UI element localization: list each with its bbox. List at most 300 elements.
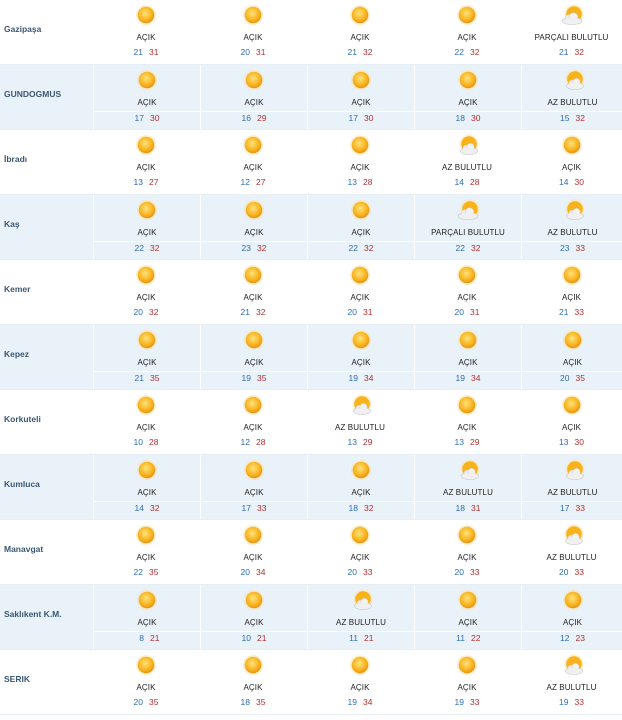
condition-label: AÇIK [243, 163, 263, 172]
forecast-day-cell [521, 455, 622, 519]
min-temp: 22 [348, 243, 358, 253]
min-temp: 14 [134, 503, 144, 513]
condition-label: AÇIK [137, 228, 157, 237]
condition-label: PARÇALI BULUTLU [431, 228, 505, 237]
max-temp: 33 [574, 567, 584, 577]
city-name[interactable]: Kaş [4, 219, 20, 229]
forecast-row [0, 520, 622, 585]
temperature-range [415, 501, 521, 519]
max-temp: 29 [257, 113, 267, 123]
city-name[interactable]: Gazipaşa [4, 24, 42, 34]
forecast-row [0, 455, 622, 520]
condition-label: AÇIK [136, 423, 156, 432]
condition-label: AÇIK [458, 618, 478, 627]
min-temp: 20 [133, 697, 143, 707]
temperature-range [93, 436, 199, 453]
temperature-range [521, 176, 622, 193]
forecast-day-cell [521, 390, 622, 454]
max-temp: 33 [470, 697, 480, 707]
temperature-range [522, 371, 622, 389]
temperature-range [415, 241, 521, 259]
max-temp: 33 [575, 243, 585, 253]
forecast-day-cell [414, 325, 521, 389]
max-temp: 31 [149, 47, 159, 57]
min-temp: 21 [134, 373, 144, 383]
max-temp: 21 [150, 633, 160, 643]
max-temp: 32 [363, 47, 373, 57]
forecast-day-cell [521, 650, 622, 714]
max-temp: 28 [256, 437, 266, 447]
min-temp: 8 [139, 633, 144, 643]
sun-icon [562, 589, 584, 611]
max-temp: 30 [471, 113, 481, 123]
min-temp: 13 [454, 437, 464, 447]
condition-label: AÇIK [136, 33, 156, 42]
max-temp: 35 [575, 373, 585, 383]
forecast-day-cell [307, 195, 414, 259]
forecast-day-cell [307, 455, 414, 519]
forecast-row [0, 0, 622, 65]
city-name[interactable]: GUNDOGMUS [4, 89, 62, 99]
sun-icon [350, 459, 372, 481]
max-temp: 23 [575, 633, 585, 643]
condition-label: AZ BULUTLU [336, 618, 386, 627]
forecast-day-cell [414, 195, 521, 259]
condition-label: AÇIK [136, 293, 156, 302]
condition-label: AÇIK [458, 358, 478, 367]
sun-icon [456, 394, 478, 416]
temperature-range [93, 696, 199, 713]
forecast-day-cell [200, 390, 306, 454]
min-temp: 13 [133, 177, 143, 187]
temperature-range [308, 631, 414, 649]
max-temp: 34 [256, 567, 266, 577]
condition-label: AZ BULUTLU [546, 553, 597, 562]
city-name[interactable]: Manavgat [4, 544, 44, 554]
min-temp: 12 [560, 633, 570, 643]
condition-label: AÇIK [351, 98, 371, 107]
sun-icon [243, 459, 265, 481]
city-name[interactable]: İbradı [4, 154, 28, 164]
min-temp: 19 [347, 697, 357, 707]
min-temp: 14 [454, 177, 464, 187]
mostly-sunny-icon [562, 69, 584, 91]
max-temp: 35 [149, 567, 159, 577]
max-temp: 32 [470, 47, 480, 57]
max-temp: 29 [363, 437, 373, 447]
forecast-day-cell [93, 65, 200, 129]
forecast-row [0, 195, 622, 260]
sun-icon [349, 134, 371, 156]
max-temp: 21 [364, 633, 374, 643]
condition-label: AÇIK [136, 163, 156, 172]
min-temp: 22 [134, 243, 144, 253]
forecast-day-cell [521, 65, 622, 129]
min-temp: 21 [559, 307, 569, 317]
condition-label: AÇIK [351, 228, 371, 237]
forecast-day-cell [414, 455, 521, 519]
sun-icon [135, 4, 157, 26]
forecast-day-cell [414, 520, 520, 584]
min-temp: 18 [455, 503, 465, 513]
condition-label: AÇIK [244, 488, 264, 497]
temperature-range [522, 241, 622, 259]
min-temp: 17 [348, 113, 358, 123]
max-temp: 32 [257, 243, 267, 253]
temperature-range [201, 501, 307, 519]
sun-icon [457, 329, 479, 351]
temperature-range [201, 631, 307, 649]
max-temp: 33 [575, 503, 585, 513]
forecast-day-cell [307, 390, 413, 454]
max-temp: 32 [150, 503, 160, 513]
forecast-day-cell [93, 130, 199, 194]
max-temp: 34 [363, 697, 373, 707]
max-temp: 30 [364, 113, 374, 123]
temperature-range [414, 696, 520, 713]
condition-label: PARÇALI BULUTLU [534, 33, 609, 42]
min-temp: 20 [240, 567, 250, 577]
temperature-range [200, 306, 306, 323]
min-temp: 13 [347, 177, 357, 187]
temperature-range [307, 306, 413, 323]
sun-icon [136, 329, 158, 351]
condition-label: AZ BULUTLU [547, 228, 598, 237]
min-temp: 21 [133, 47, 143, 57]
max-temp: 30 [150, 113, 160, 123]
min-temp: 23 [241, 243, 251, 253]
max-temp: 34 [471, 373, 481, 383]
temperature-range [201, 241, 307, 259]
max-temp: 33 [574, 307, 584, 317]
forecast-day-cell [414, 0, 520, 64]
min-temp: 13 [347, 437, 357, 447]
min-temp: 12 [240, 177, 250, 187]
city-name[interactable]: Kemer [4, 284, 31, 294]
max-temp: 28 [363, 177, 373, 187]
min-temp: 20 [454, 567, 464, 577]
forecast-day-cell [307, 130, 413, 194]
min-temp: 18 [240, 697, 250, 707]
sun-icon [242, 264, 264, 286]
max-temp: 27 [256, 177, 266, 187]
temperature-range [93, 306, 199, 323]
forecast-day-cell [307, 520, 413, 584]
temperature-range [308, 111, 414, 129]
min-temp: 21 [559, 47, 569, 57]
max-temp: 29 [470, 437, 480, 447]
forecast-day-cell [93, 585, 200, 649]
sun-icon [242, 654, 264, 676]
forecast-day-cell [521, 130, 622, 194]
temperature-range [521, 436, 622, 453]
condition-label: AÇIK [350, 553, 370, 562]
condition-label: AZ BULUTLU [442, 163, 492, 172]
condition-label: AÇIK [562, 618, 583, 627]
min-temp: 18 [455, 113, 465, 123]
sun-icon [562, 329, 584, 351]
sun-icon [243, 329, 265, 351]
sun-icon [350, 69, 372, 91]
condition-label: AZ BULUTLU [335, 423, 385, 432]
max-temp: 32 [149, 307, 159, 317]
min-temp: 19 [241, 373, 251, 383]
temperature-range [94, 501, 200, 519]
max-temp: 30 [574, 437, 584, 447]
condition-label: AÇIK [350, 33, 370, 42]
min-temp: 18 [348, 503, 358, 513]
forecast-day-cell [414, 260, 520, 324]
condition-label: AÇIK [137, 488, 157, 497]
condition-label: AÇIK [351, 488, 371, 497]
forecast-row [0, 130, 622, 195]
temperature-range [200, 566, 306, 583]
forecast-day-cell [414, 390, 520, 454]
sun-icon [456, 4, 478, 26]
forecast-day-cell [200, 325, 307, 389]
min-temp: 10 [133, 437, 143, 447]
min-temp: 20 [347, 567, 357, 577]
condition-label: AÇIK [561, 423, 582, 432]
temperature-range [308, 371, 414, 389]
forecast-row [0, 260, 622, 325]
sun-icon [457, 69, 479, 91]
forecast-day-cell [307, 65, 414, 129]
temperature-range [307, 436, 413, 453]
min-temp: 12 [240, 437, 250, 447]
min-temp: 20 [240, 47, 250, 57]
forecast-day-cell [200, 520, 306, 584]
condition-label: AÇIK [136, 683, 156, 692]
max-temp: 32 [256, 307, 266, 317]
condition-label: AÇIK [561, 163, 582, 172]
partly-cloudy-icon [561, 4, 583, 26]
city-name[interactable]: Saklıkent K.M. [4, 609, 62, 619]
temperature-range [308, 241, 414, 259]
temperature-range [93, 566, 199, 583]
max-temp: 32 [364, 503, 374, 513]
partly-cloudy-icon [457, 199, 479, 221]
max-temp: 35 [256, 697, 266, 707]
condition-label: AÇIK [457, 293, 477, 302]
sun-icon [349, 4, 371, 26]
condition-label: AÇIK [350, 163, 370, 172]
temperature-range [414, 46, 520, 63]
temperature-range [307, 176, 413, 193]
mostly-sunny-icon [562, 459, 584, 481]
forecast-day-cell [521, 520, 622, 584]
sun-icon [349, 264, 371, 286]
temperature-range [201, 371, 307, 389]
condition-label: AÇIK [244, 98, 264, 107]
forecast-day-cell [93, 520, 199, 584]
sun-icon [136, 69, 158, 91]
sun-icon [243, 69, 265, 91]
forecast-day-cell [93, 455, 200, 519]
max-temp: 31 [470, 307, 480, 317]
condition-label: AÇIK [351, 358, 371, 367]
sun-icon [242, 524, 264, 546]
min-temp: 23 [560, 243, 570, 253]
sun-icon [349, 524, 371, 546]
max-temp: 33 [574, 697, 584, 707]
condition-label: AZ BULUTLU [443, 488, 493, 497]
forecast-day-cell [200, 650, 306, 714]
max-temp: 31 [471, 503, 481, 513]
min-temp: 19 [454, 697, 464, 707]
temperature-range [522, 111, 622, 129]
sun-icon [242, 134, 264, 156]
forecast-day-cell [414, 130, 520, 194]
forecast-row [0, 585, 622, 650]
mostly-sunny-icon [457, 459, 479, 481]
sun-icon [136, 589, 158, 611]
forecast-day-cell [93, 0, 199, 64]
temperature-range [200, 696, 306, 713]
forecast-day-cell [414, 650, 520, 714]
city-name[interactable]: Korkuteli [4, 414, 41, 424]
mostly-sunny-icon [456, 134, 478, 156]
sun-icon [350, 199, 372, 221]
sun-icon [135, 654, 157, 676]
min-temp: 10 [241, 633, 251, 643]
forecast-row [0, 390, 622, 455]
mostly-sunny-icon [561, 524, 583, 546]
sun-icon [456, 654, 478, 676]
city-name[interactable]: SERIK [4, 674, 30, 684]
temperature-range [415, 111, 521, 129]
sun-icon [136, 199, 158, 221]
condition-label: AÇIK [243, 293, 263, 302]
sun-icon [243, 589, 265, 611]
temperature-range [307, 566, 413, 583]
temperature-range [201, 111, 307, 129]
temperature-range [93, 176, 199, 193]
mostly-sunny-icon [350, 589, 372, 611]
max-temp: 28 [470, 177, 480, 187]
condition-label: AÇIK [244, 228, 264, 237]
condition-label: AÇIK [458, 98, 478, 107]
condition-label: AÇIK [243, 683, 263, 692]
sun-icon [457, 589, 479, 611]
max-temp: 32 [471, 243, 481, 253]
forecast-row [0, 650, 622, 715]
sun-icon [561, 134, 583, 156]
min-temp: 21 [347, 47, 357, 57]
min-temp: 20 [560, 373, 570, 383]
min-temp: 20 [133, 307, 143, 317]
forecast-day-cell [521, 325, 622, 389]
forecast-day-cell [93, 260, 199, 324]
min-temp: 15 [560, 113, 570, 123]
forecast-day-cell [200, 260, 306, 324]
temperature-range [521, 696, 622, 713]
temperature-range [93, 46, 199, 63]
sun-icon [243, 199, 265, 221]
temperature-range [415, 371, 521, 389]
forecast-row [0, 325, 622, 390]
max-temp: 33 [257, 503, 267, 513]
sun-icon [561, 394, 583, 416]
forecast-day-cell [200, 195, 307, 259]
forecast-day-cell [200, 585, 307, 649]
condition-label: AZ BULUTLU [547, 98, 598, 107]
max-temp: 32 [150, 243, 160, 253]
temperature-range [94, 111, 200, 129]
temperature-range [414, 436, 520, 453]
temperature-range [200, 436, 306, 453]
forecast-day-cell [307, 585, 414, 649]
max-temp: 31 [256, 47, 266, 57]
max-temp: 27 [149, 177, 159, 187]
forecast-day-cell [307, 260, 413, 324]
temperature-range [307, 696, 413, 713]
temperature-range [94, 631, 200, 649]
min-temp: 19 [559, 697, 569, 707]
max-temp: 21 [257, 633, 267, 643]
temperature-range [521, 306, 622, 323]
temperature-range [522, 501, 622, 519]
min-temp: 21 [240, 307, 250, 317]
max-temp: 28 [149, 437, 159, 447]
max-temp: 22 [471, 633, 481, 643]
min-temp: 13 [559, 437, 569, 447]
condition-label: AÇIK [457, 33, 477, 42]
max-temp: 31 [363, 307, 373, 317]
sun-icon [135, 264, 157, 286]
temperature-range [94, 371, 200, 389]
min-temp: 20 [454, 307, 464, 317]
temperature-range [200, 46, 306, 63]
condition-label: AÇIK [457, 553, 477, 562]
city-name[interactable]: Kepez [4, 349, 30, 359]
sun-icon [349, 654, 371, 676]
city-name[interactable]: Kumluca [4, 479, 40, 489]
max-temp: 35 [150, 373, 160, 383]
min-temp: 16 [241, 113, 251, 123]
condition-label: AÇIK [244, 358, 264, 367]
forecast-day-cell [93, 650, 199, 714]
forecast-day-cell [93, 195, 200, 259]
temperature-range [308, 501, 414, 519]
condition-label: AÇIK [244, 618, 264, 627]
min-temp: 22 [133, 567, 143, 577]
sun-icon [135, 134, 157, 156]
condition-label: AÇIK [137, 618, 157, 627]
sun-icon [136, 459, 158, 481]
temperature-range [521, 46, 622, 63]
condition-label: AÇIK [562, 358, 583, 367]
forecast-day-cell [93, 390, 199, 454]
condition-label: AÇIK [457, 423, 477, 432]
forecast-row [0, 65, 622, 130]
temperature-range [415, 631, 521, 649]
max-temp: 35 [149, 697, 159, 707]
condition-label: AÇIK [350, 683, 370, 692]
mostly-sunny-icon [349, 394, 371, 416]
sun-icon [242, 4, 264, 26]
min-temp: 17 [560, 503, 570, 513]
sun-icon [561, 264, 583, 286]
sun-icon [135, 394, 157, 416]
sun-icon [456, 524, 478, 546]
sun-icon [456, 264, 478, 286]
max-temp: 32 [575, 113, 585, 123]
max-temp: 30 [574, 177, 584, 187]
min-temp: 20 [347, 307, 357, 317]
sun-icon [135, 524, 157, 546]
forecast-day-cell [93, 325, 200, 389]
